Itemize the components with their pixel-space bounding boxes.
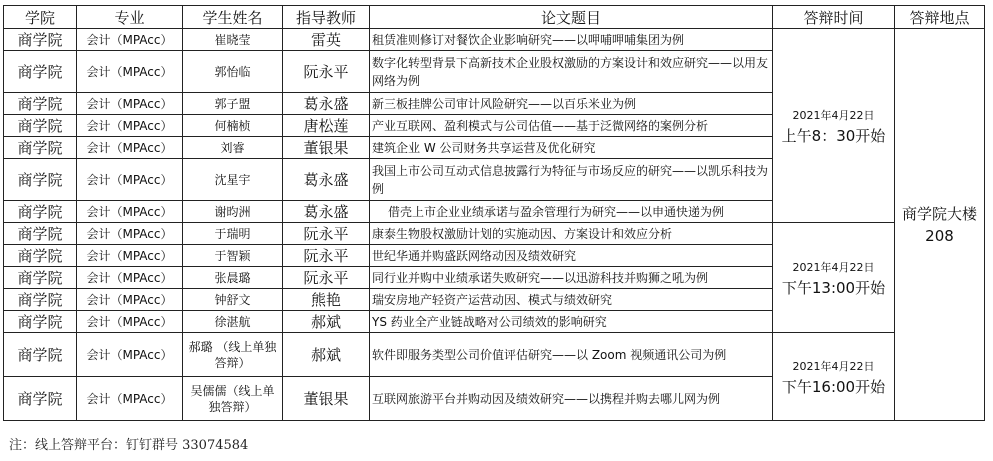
topic-cell: 新三板挂牌公司审计风险研究——以百乐米业为例	[370, 93, 773, 115]
advisor-cell: 熊艳	[283, 289, 370, 311]
student-cell: 郭怡临	[183, 51, 283, 93]
college-cell: 商学院	[4, 289, 77, 311]
topic-cell: 数字化转型背景下高新技术企业股权激励的方案设计和效应研究——以用友网络为例	[370, 51, 773, 93]
student-cell: 吴儒儒（线上单独答辩）	[183, 377, 283, 421]
college-cell: 商学院	[4, 267, 77, 289]
topic-cell: 租赁准则修订对餐饮企业影响研究——以呷哺呷哺集团为例	[370, 29, 773, 51]
major-cell: 会计（MPAcc）	[77, 29, 183, 51]
defense-schedule-table	[3, 5, 985, 421]
student-cell: 谢昀洲	[183, 201, 283, 223]
student-cell: 徐湛航	[183, 311, 283, 333]
major-cell: 会计（MPAcc）	[77, 51, 183, 93]
session-time-cell	[773, 333, 895, 421]
table-row	[4, 333, 985, 377]
major-cell: 会计（MPAcc）	[77, 223, 183, 245]
major-cell: 会计（MPAcc）	[77, 115, 183, 137]
advisor-cell: 郝斌	[283, 333, 370, 377]
header-place: 答辩地点	[895, 6, 985, 29]
session-date: 2021年4月22日	[792, 359, 875, 373]
topic-cell: 瑞安房地产轻资产运营动因、模式与绩效研究	[370, 289, 773, 311]
header-student: 学生姓名	[183, 6, 283, 29]
advisor-cell: 雷英	[283, 29, 370, 51]
major-cell: 会计（MPAcc）	[77, 245, 183, 267]
major-cell: 会计（MPAcc）	[77, 333, 183, 377]
topic-cell: 软件即服务类型公司价值评估研究——以 Zoom 视频通讯公司为例	[370, 333, 773, 377]
session-date: 2021年4月22日	[792, 108, 875, 122]
session-date: 2021年4月22日	[792, 260, 875, 274]
advisor-cell: 董银果	[283, 377, 370, 421]
session-start: 下午13:00开始	[781, 278, 886, 297]
advisor-cell: 葛永盛	[283, 201, 370, 223]
college-cell: 商学院	[4, 29, 77, 51]
college-cell: 商学院	[4, 223, 77, 245]
student-cell: 于智颖	[183, 245, 283, 267]
major-cell: 会计（MPAcc）	[77, 159, 183, 201]
topic-cell: 世纪华通并购盛跃网络动因及绩效研究	[370, 245, 773, 267]
student-cell: 郝璐 （线上单独答辩）	[183, 333, 283, 377]
college-cell: 商学院	[4, 159, 77, 201]
topic-cell: 建筑企业 W 公司财务共享运营及优化研究	[370, 137, 773, 159]
advisor-cell: 郝斌	[283, 311, 370, 333]
table-row	[4, 29, 985, 51]
college-cell: 商学院	[4, 51, 77, 93]
place-cell: 商学院大楼208	[895, 29, 985, 421]
advisor-cell: 阮永平	[283, 245, 370, 267]
header-advisor: 指导教师	[283, 6, 370, 29]
topic-cell: YS 药业全产业链战略对公司绩效的影响研究	[370, 311, 773, 333]
major-cell: 会计（MPAcc）	[77, 201, 183, 223]
advisor-cell: 葛永盛	[283, 93, 370, 115]
session-start: 上午8：30开始	[781, 126, 886, 145]
college-cell: 商学院	[4, 115, 77, 137]
session-time-cell	[773, 223, 895, 333]
topic-cell: 借壳上市企业业绩承诺与盈余管理行为研究——以申通快递为例	[370, 201, 773, 223]
advisor-cell: 董银果	[283, 137, 370, 159]
major-cell: 会计（MPAcc）	[77, 137, 183, 159]
student-cell: 郭子盟	[183, 93, 283, 115]
topic-cell: 互联网旅游平台并购动因及绩效研究——以携程并购去哪儿网为例	[370, 377, 773, 421]
topic-cell: 产业互联网、盈利模式与公司估值——基于泛微网络的案例分析	[370, 115, 773, 137]
session-start: 下午16:00开始	[781, 377, 886, 396]
topic-cell: 我国上市公司互动式信息披露行为特征与市场反应的研究——以凯乐科技为例	[370, 159, 773, 201]
college-cell: 商学院	[4, 333, 77, 377]
college-cell: 商学院	[4, 93, 77, 115]
table-row	[4, 223, 985, 245]
major-cell: 会计（MPAcc）	[77, 93, 183, 115]
advisor-cell: 阮永平	[283, 51, 370, 93]
student-cell: 刘睿	[183, 137, 283, 159]
major-cell: 会计（MPAcc）	[77, 311, 183, 333]
student-cell: 张晨璐	[183, 267, 283, 289]
college-cell: 商学院	[4, 137, 77, 159]
topic-cell: 康泰生物股权激励计划的实施动因、方案设计和效应分析	[370, 223, 773, 245]
header-major: 专业	[77, 6, 183, 29]
header-college: 学院	[4, 6, 77, 29]
major-cell: 会计（MPAcc）	[77, 267, 183, 289]
student-cell: 钟舒文	[183, 289, 283, 311]
student-cell: 沈星宇	[183, 159, 283, 201]
header-topic: 论文题目	[370, 6, 773, 29]
advisor-cell: 阮永平	[283, 267, 370, 289]
major-cell: 会计（MPAcc）	[77, 289, 183, 311]
student-cell: 何楠桢	[183, 115, 283, 137]
header-row	[4, 6, 985, 29]
topic-cell: 同行业并购中业绩承诺失败研究——以迅游科技并购狮之吼为例	[370, 267, 773, 289]
college-cell: 商学院	[4, 245, 77, 267]
advisor-cell: 葛永盛	[283, 159, 370, 201]
student-cell: 崔晓莹	[183, 29, 283, 51]
advisor-cell: 阮永平	[283, 223, 370, 245]
college-cell: 商学院	[4, 311, 77, 333]
college-cell: 商学院	[4, 377, 77, 421]
online-platform-note: 注：线上答辩平台：钉钉群号 33074584	[9, 438, 249, 453]
college-cell: 商学院	[4, 201, 77, 223]
advisor-cell: 唐松莲	[283, 115, 370, 137]
student-cell: 于瑞明	[183, 223, 283, 245]
major-cell: 会计（MPAcc）	[77, 377, 183, 421]
session-time-cell	[773, 29, 895, 223]
header-time: 答辩时间	[773, 6, 895, 29]
